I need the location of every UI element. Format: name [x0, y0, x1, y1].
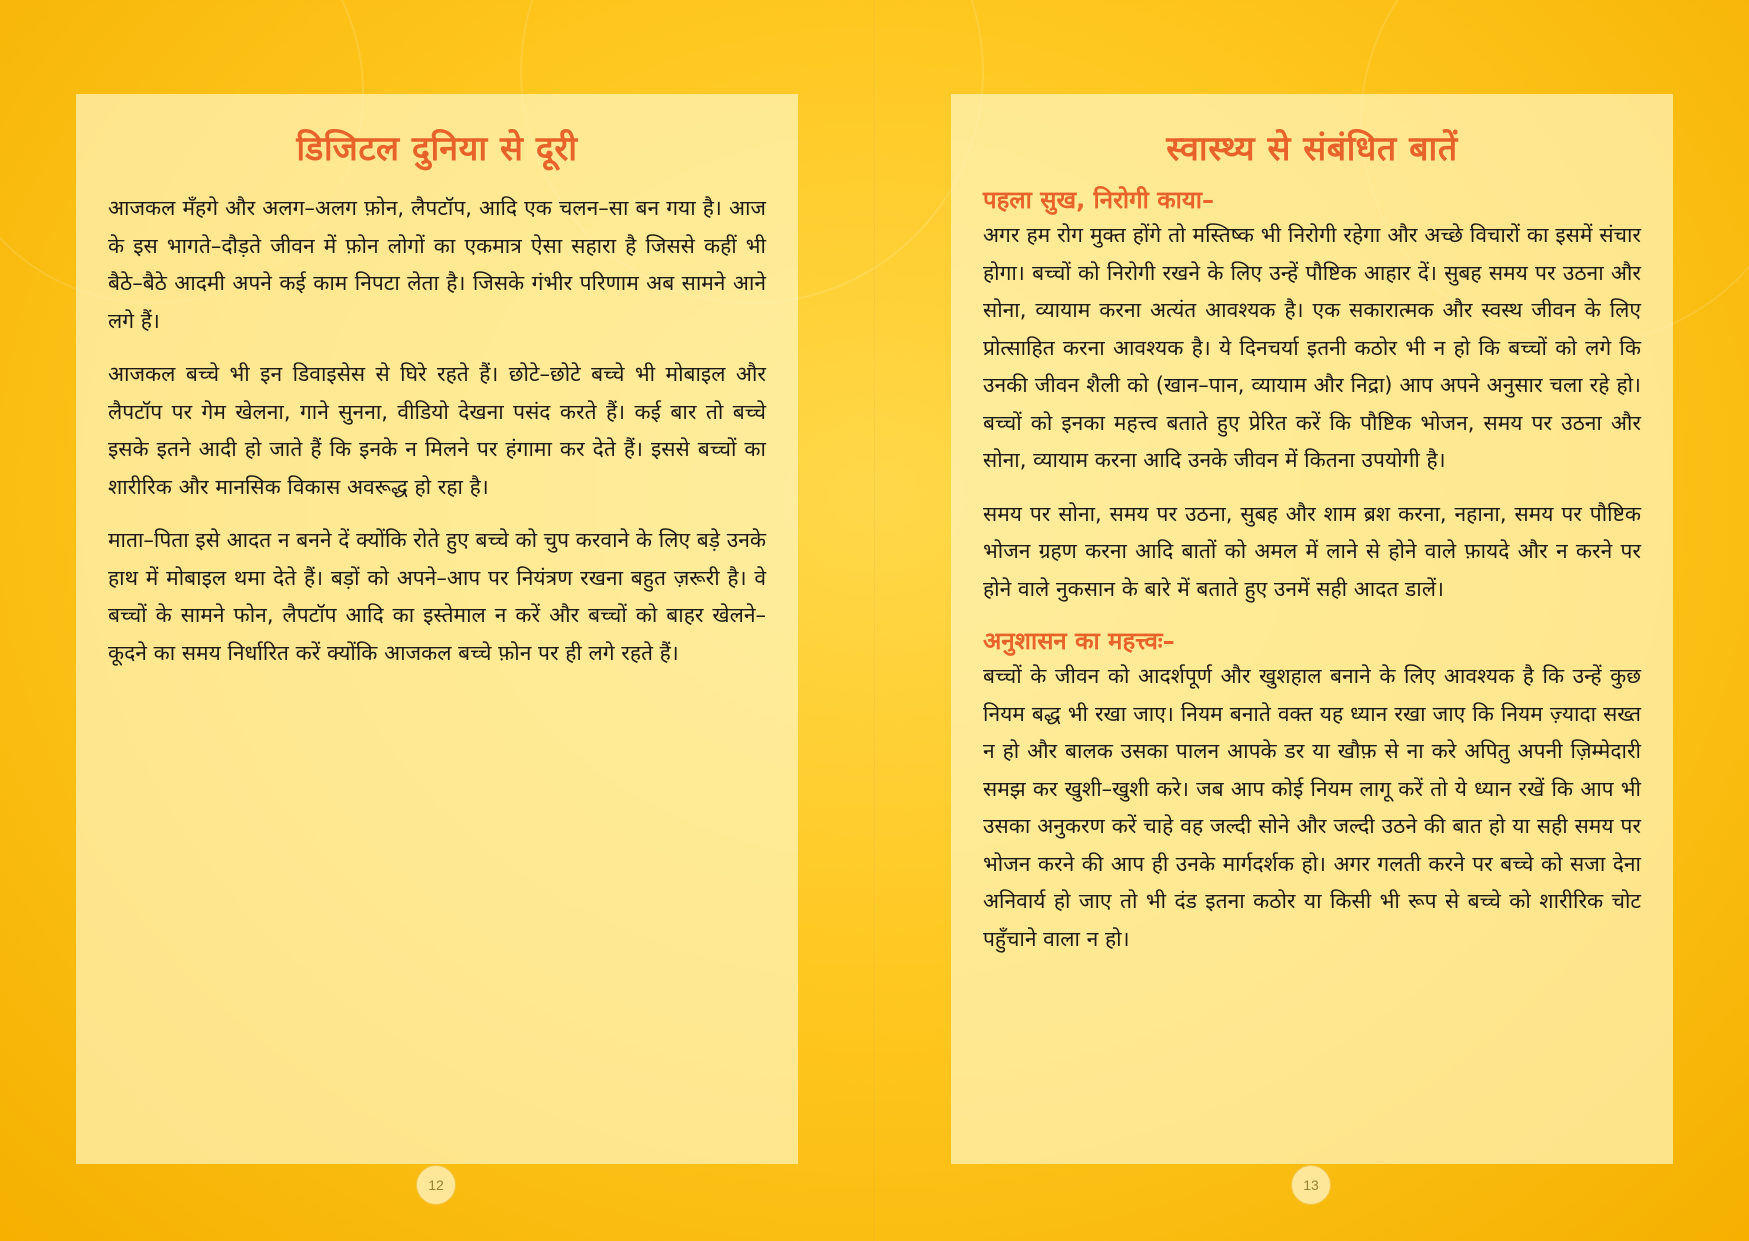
body-paragraph: आजकल मँहगे और अलग–अलग फ़ोन, लैपटॉप, आदि एक चलन–सा बन गया है। आज के इस भागते–दौड़ते जीवन में फ़ोन लोगों का एकमात्र ऐसा सहारा है जिससे कहीं भी बैठे–बैठे आदमी अपने कई काम निपटा लेता है। जिसके गंभीर परिणाम अब सामने आने लगे हैं। — [108, 196, 766, 333]
page-number-badge: 12 — [416, 1165, 456, 1205]
body-paragraph: माता–पिता इसे आदत न बनने दें क्योंकि रोते हुए बच्चे को चुप करवाने के लिए बड़े उनके हाथ में मोबाइल थमा देते हैं। बड़ों को अपने–आप पर नियंत्रण रखना बहुत ज़रूरी है। वे बच्चों के सामने फोन, लैपटॉप आदि का इस्तेमाल न करें और बच्चों को बाहर खेलने–कूदने का समय निर्धारित करें क्योंकि आजकल बच्चे फ़ोन पर ही लगे रहते हैं। — [108, 528, 766, 665]
left-page-body — [108, 190, 766, 688]
body-paragraph: समय पर सोना, समय पर उठना, सुबह और शाम ब्रश करना, नहाना, समय पर पौष्टिक भोजन ग्रहण करना आदि बातों को अमल में लाने से होने वाले फ़ायदे और न करने पर होने वाले नुकसान के बारे में बताते हुए उनमें सही आदत डालें। — [983, 501, 1641, 601]
right-page-body — [983, 183, 1641, 974]
right-page-panel — [951, 94, 1673, 1164]
spread-gutter — [874, 0, 876, 1241]
right-page-title: स्वास्थ्य से संबंधित बातें — [1166, 129, 1458, 169]
body-paragraph: आजकल बच्चे भी इन डिवाइसेस से घिरे रहते हैं। छोटे–छोटे बच्चे भी मोबाइल और लैपटॉप पर गेम खेलना, गाने सुनना, वीडियो देखना पसंद करते हैं। कई बार तो बच्चे इसके इतने आदी हो जाते हैं कि इनके न मिलने पर हंगामा कर देते हैं। इससे बच्चों का शारीरिक और मानसिक विकास अवरूद्ध हो रहा है। — [108, 362, 766, 499]
body-paragraph: बच्चों के जीवन को आदर्शपूर्ण और खुशहाल बनाने के लिए आवश्यक है कि उन्हें कुछ नियम बद्ध भी रखा जाए। नियम बनाते वक्त यह ध्यान रखा जाए कि नियम ज़्यादा सख्त न हो और बालक उसका पालन आपके डर या खौफ़ से ना करे अपितु अपनी ज़िम्मेदारी समझ कर खुशी–खुशी करे। जब आप कोई नियम लागू करें तो ये ध्यान रखें कि आप भी उसका अनुकरण करें चाहे वह जल्दी सोने और जल्दी उठने की बात हो या सही समय पर भोजन करने की आप ही उनके मार्गदर्शक हो। अगर गलती करने पर बच्चे को सजा देना अनिवार्य हो जाए तो भी दंड इतना कठोर या किसी भी रूप से बच्चे को शारीरिक चोट पहुँचाने वाला न हो। — [983, 664, 1641, 951]
body-paragraph: अगर हम रोग मुक्त होंगे तो मस्तिष्क भी निरोगी रहेगा और अच्छे विचारों का इसमें संचार होगा। बच्चों को निरोगी रखने के लिए उन्हें पौष्टिक आहार दें। सुबह समय पर उठना और सोना, व्यायाम करना अत्यंत आवश्यक है। एक सकारात्मक और स्वस्थ जीवन के लिए प्रोत्साहित करना आवश्यक है। ये दिनचर्या इतनी कठोर भी न हो कि बच्चों को लगे कि उनकी जीवन शैली को (खान–पान, व्यायाम और निद्रा) आप अपने अनुसार चला रहे हो। बच्चों को इनका महत्त्व बताते हुए प्रेरित करें कि पौष्टिक भोजन, समय पर उठना और सोना, व्यायाम करना आदि उनके जीवन में कितना उपयोगी है। — [983, 223, 1641, 472]
page-number-badge: 13 — [1291, 1165, 1331, 1205]
section-heading-health: पहला सुख, निरोगी काया– — [983, 186, 1214, 214]
left-page-panel — [76, 94, 798, 1164]
left-page-title: डिजिटल दुनिया से दूरी — [296, 129, 578, 169]
section-heading-discipline: अनुशासन का महत्त्वः– — [983, 627, 1175, 655]
